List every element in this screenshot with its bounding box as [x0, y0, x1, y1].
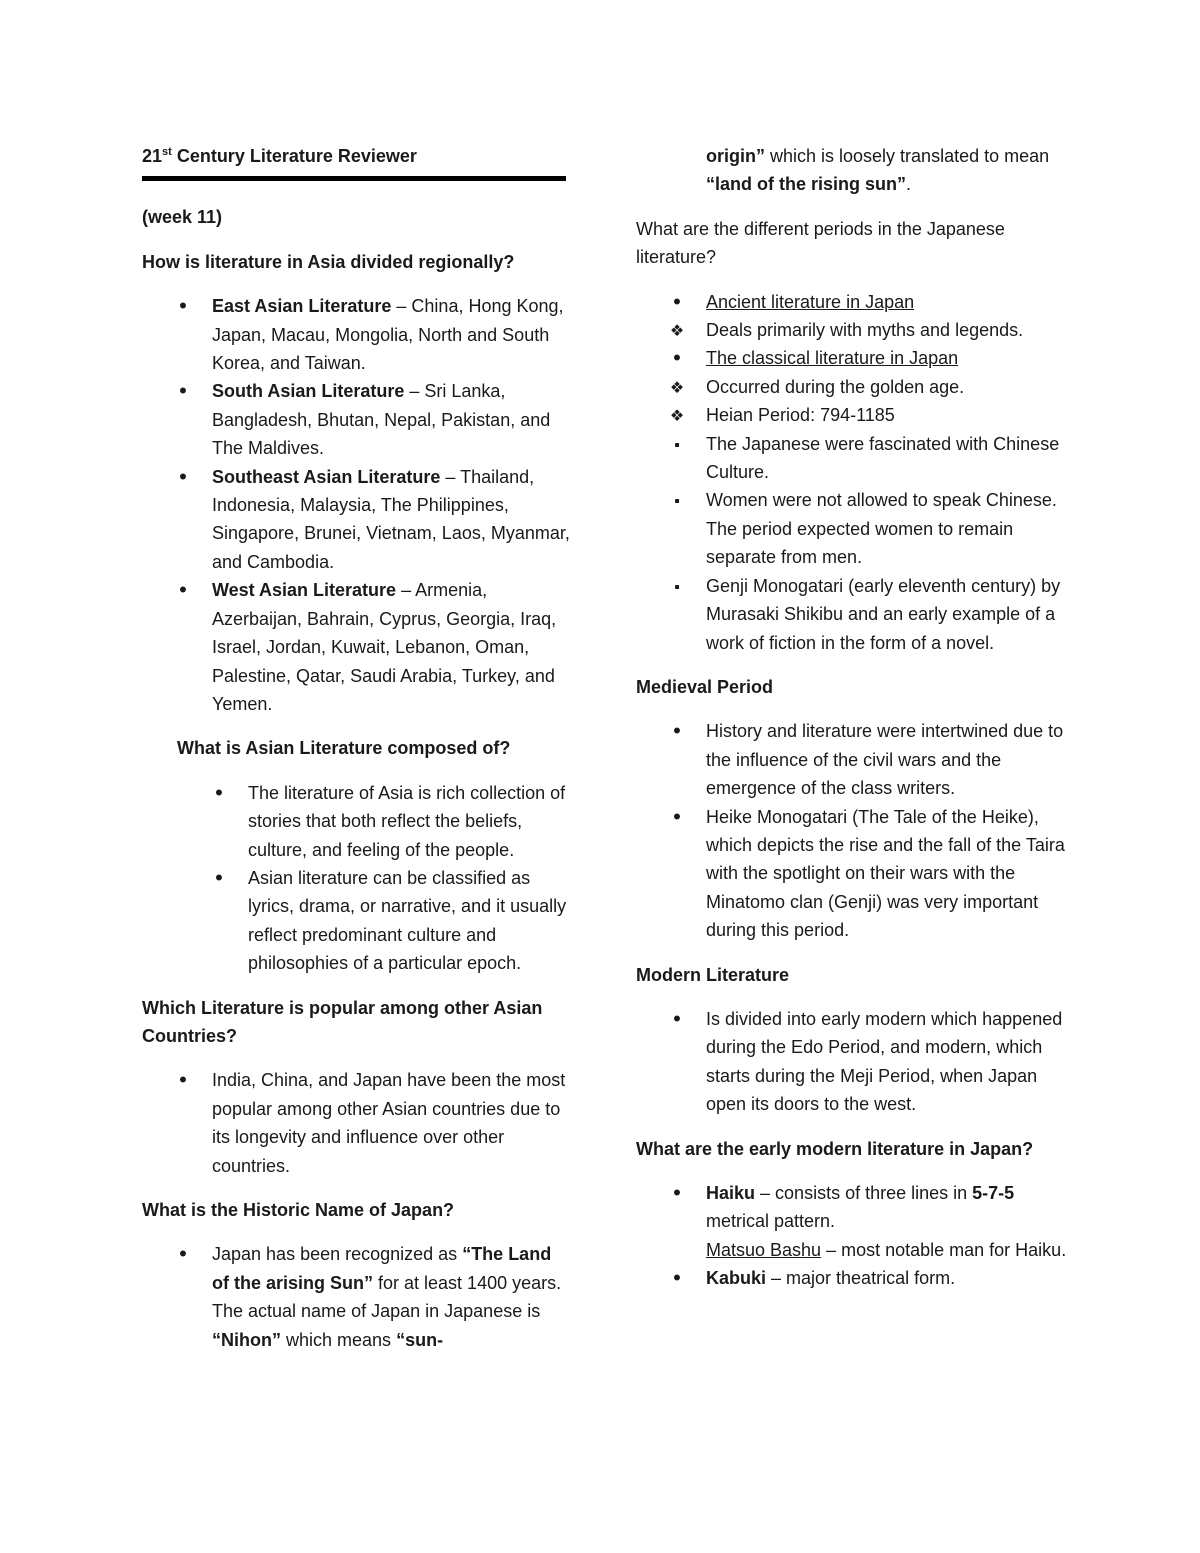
early-modern-list	[636, 1179, 1068, 1293]
square-bullet-icon	[667, 430, 687, 460]
bullet-icon	[667, 1179, 687, 1208]
list-item: • South Asian Literature – Sri Lanka, Bangladesh, Bhutan, Nepal, Pakistan, and The Maldives.	[142, 377, 570, 462]
historic-list	[142, 1240, 570, 1354]
list-item: ❖ Deals primarily with myths and legends.	[636, 316, 1068, 344]
list-item: • Is divided into early modern which happened during the Edo Period, and modern, which starts during the Meji Period, when Japan open its doors to the west.	[636, 1005, 1068, 1119]
question-periods: What are the different periods in the Japanese literature?	[636, 218, 1005, 268]
question-composed: What is Asian Literature composed of?	[177, 738, 511, 759]
right-column	[636, 142, 1068, 1309]
question-regions: How is literature in Asia divided regionally?	[142, 251, 515, 272]
list-item: • East Asian Literature – China, Hong Kong, Japan, Macau, Mongolia, North and South Korea, and Taiwan.	[142, 292, 570, 377]
bullet-icon	[667, 803, 687, 832]
list-item: • India, China, and Japan have been the most popular among other Asian countries due to its longevity and influence over other countries.	[142, 1066, 570, 1180]
left-column	[142, 142, 570, 1370]
list-item: • Haiku – consists of three lines in 5-7-5 metrical pattern. Matsuo Bashu – most notable man for Haiku.	[636, 1179, 1068, 1264]
list-item: • Heike Monogatari (The Tale of the Heike), which depicts the rise and the fall of the Taira with the spotlight on their wars with the Minatomo clan (Genji) was very important during this period.	[636, 803, 1068, 945]
bullet-icon	[173, 1240, 193, 1269]
title-rule	[142, 176, 566, 181]
list-item: • West Asian Literature – Armenia, Azerbaijan, Bahrain, Cyprus, Georgia, Iraq, Israel, Jordan, Kuwait, Lebanon, Oman, Palestine, Qatar, Saudi Arabia, Turkey, and Yemen.	[142, 576, 570, 718]
diamond-bullet-icon	[667, 401, 687, 431]
medieval-heading: Medieval Period	[636, 676, 774, 697]
bullet-icon	[173, 292, 193, 321]
bullet-icon	[209, 864, 229, 893]
list-item: ▪ Genji Monogatari (early eleventh century) by Murasaki Shikibu and an early example of a work of fiction in the form of a novel.	[636, 572, 1068, 657]
bullet-icon	[667, 344, 687, 373]
modern-heading: Modern Literature	[636, 964, 790, 985]
list-item: • The literature of Asia is rich collection of stories that both reflect the beliefs, culture, and feeling of the people.	[142, 779, 570, 864]
square-bullet-icon	[667, 486, 687, 516]
popular-list	[142, 1066, 570, 1180]
page-title: 21st Century Literature Reviewer	[142, 146, 417, 166]
periods-list	[636, 288, 1068, 657]
question-popular: Which Literature is popular among other Asian Countries?	[142, 997, 543, 1046]
question-early-modern: What are the early modern literature in Japan?	[636, 1138, 1034, 1159]
list-item: ❖ Occurred during the golden age.	[636, 373, 1068, 401]
medieval-list	[636, 717, 1068, 944]
bullet-icon	[667, 717, 687, 746]
diamond-bullet-icon	[667, 373, 687, 403]
bullet-icon	[667, 288, 687, 317]
question-historic-name: What is the Historic Name of Japan?	[142, 1200, 455, 1220]
list-item: • Asian literature can be classified as lyrics, drama, or narrative, and it usually reflect predominant culture and philosophies of a particular epoch.	[142, 864, 570, 978]
square-bullet-icon	[667, 572, 687, 602]
list-item: • Ancient literature in Japan	[636, 288, 1068, 316]
list-item: • The classical literature in Japan	[636, 344, 1068, 372]
list-item: ▪ The Japanese were fascinated with Chinese Culture.	[636, 430, 1068, 487]
composed-list	[142, 779, 570, 978]
bullet-icon	[173, 576, 193, 605]
diamond-bullet-icon	[667, 316, 687, 346]
bullet-icon	[173, 1066, 193, 1095]
list-item: • Japan has been recognized as “The Land of the arising Sun” for at least 1400 years. The actual name of Japan in Japanese is “Nihon” which means “sun-	[142, 1240, 570, 1354]
list-item: • Kabuki – major theatrical form.	[636, 1264, 1068, 1292]
list-item: • History and literature were intertwined due to the influence of the civil wars and the emergence of the class writers.	[636, 717, 1068, 802]
bullet-icon	[209, 779, 229, 808]
continued-text: origin” which is loosely translated to mean “land of the rising sun”.	[706, 146, 1050, 195]
list-item: ❖ Heian Period: 794-1185	[636, 401, 1068, 429]
list-item: ▪ Women were not allowed to speak Chinese. The period expected women to remain separate from men.	[636, 486, 1068, 571]
regions-list	[142, 292, 570, 718]
modern-list	[636, 1005, 1068, 1119]
week-label: (week 11)	[142, 207, 223, 228]
bullet-icon	[173, 463, 193, 492]
bullet-icon	[173, 377, 193, 406]
list-item: • Southeast Asian Literature – Thailand, Indonesia, Malaysia, The Philippines, Singapore, Brunei, Vietnam, Laos, Myanmar, and Cambodia.	[142, 463, 570, 577]
bullet-icon	[667, 1264, 687, 1293]
bullet-icon	[667, 1005, 687, 1034]
